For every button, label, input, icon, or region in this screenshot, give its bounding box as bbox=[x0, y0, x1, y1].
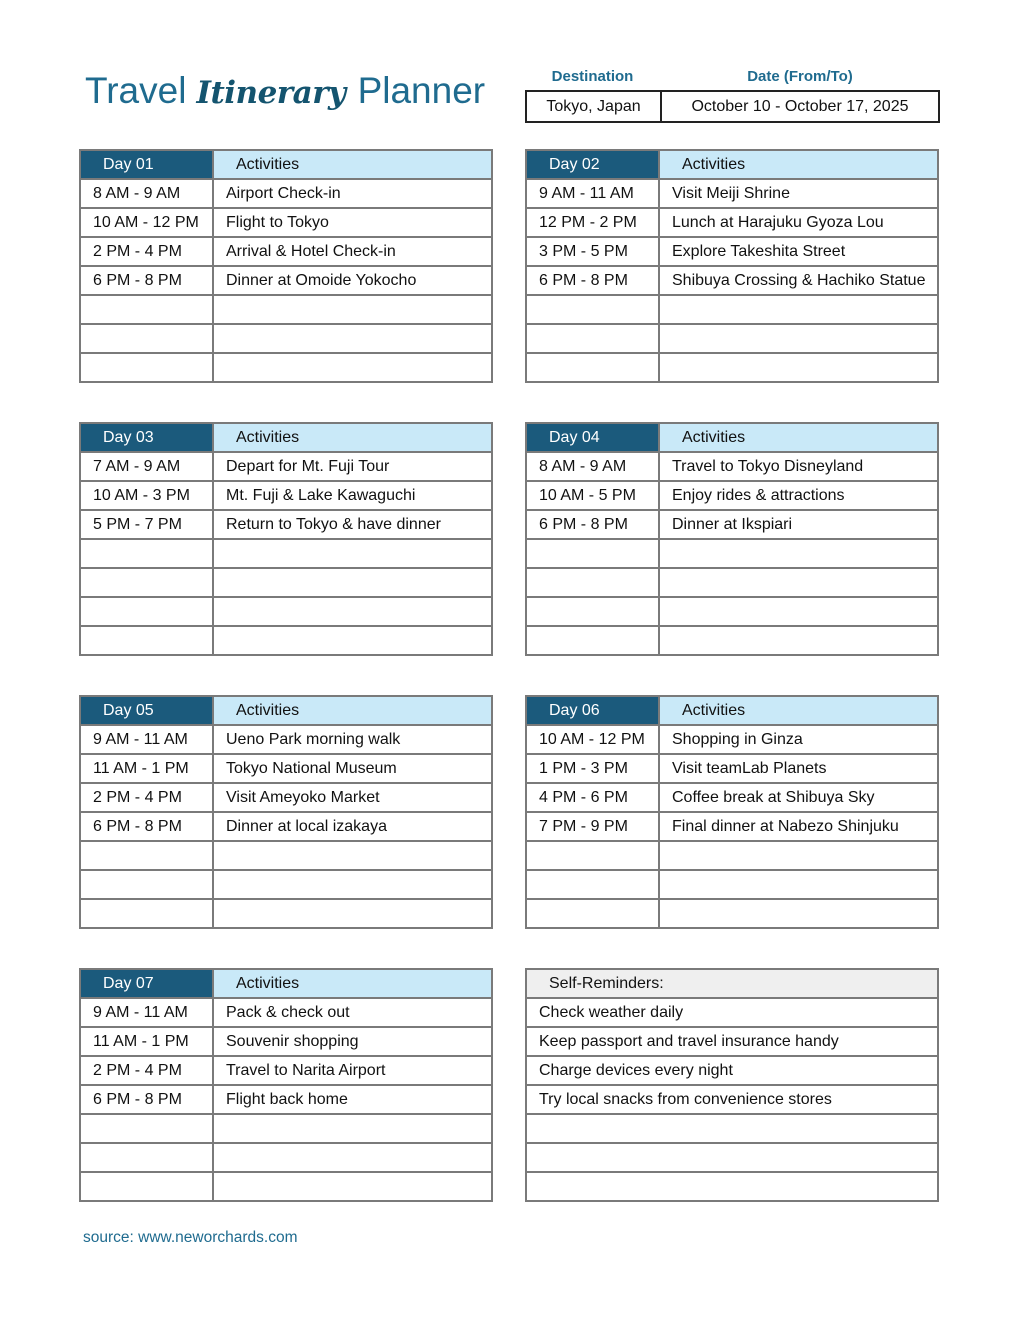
time-cell[interactable]: 2 PM - 4 PM bbox=[80, 237, 213, 266]
day-table-4 bbox=[525, 422, 939, 656]
day-header-row bbox=[526, 423, 938, 452]
activities-header: Activities bbox=[213, 969, 492, 998]
table-row bbox=[80, 208, 492, 237]
reminder-row bbox=[526, 1143, 938, 1172]
activity-cell[interactable]: Shibuya Crossing & Hachiko Statue bbox=[659, 266, 938, 295]
reminder-row bbox=[526, 998, 938, 1027]
activity-cell[interactable]: Visit teamLab Planets bbox=[659, 754, 938, 783]
activities-header: Activities bbox=[213, 423, 492, 452]
day-table-7 bbox=[79, 968, 493, 1202]
table-row bbox=[80, 539, 492, 568]
activities-header: Activities bbox=[213, 150, 492, 179]
activity-cell[interactable]: Arrival & Hotel Check-in bbox=[213, 237, 492, 266]
time-cell[interactable] bbox=[80, 841, 213, 870]
day-header-row bbox=[80, 969, 492, 998]
table-row bbox=[526, 179, 938, 208]
activity-cell[interactable] bbox=[213, 353, 492, 382]
table-row bbox=[80, 1027, 492, 1056]
table-row bbox=[526, 597, 938, 626]
table-row bbox=[526, 208, 938, 237]
table-row bbox=[80, 481, 492, 510]
time-cell[interactable] bbox=[80, 353, 213, 382]
day-label: Day 01 bbox=[80, 150, 213, 179]
activity-cell[interactable] bbox=[213, 324, 492, 353]
time-cell[interactable] bbox=[526, 597, 659, 626]
activity-cell[interactable] bbox=[659, 295, 938, 324]
time-cell[interactable] bbox=[526, 539, 659, 568]
table-row bbox=[80, 266, 492, 295]
time-cell[interactable]: 11 AM - 1 PM bbox=[80, 754, 213, 783]
day-label: Day 02 bbox=[526, 150, 659, 179]
table-row bbox=[80, 353, 492, 382]
activity-cell[interactable]: Mt. Fuji & Lake Kawaguchi bbox=[213, 481, 492, 510]
reminders-table bbox=[525, 968, 939, 1202]
time-cell[interactable] bbox=[80, 597, 213, 626]
day-header-row bbox=[526, 696, 938, 725]
activity-cell[interactable]: Souvenir shopping bbox=[213, 1027, 492, 1056]
time-cell[interactable]: 6 PM - 8 PM bbox=[526, 510, 659, 539]
activity-cell[interactable]: Tokyo National Museum bbox=[213, 754, 492, 783]
activities-header: Activities bbox=[213, 696, 492, 725]
time-cell[interactable]: 9 AM - 11 AM bbox=[80, 725, 213, 754]
day-label: Day 05 bbox=[80, 696, 213, 725]
time-cell[interactable] bbox=[80, 899, 213, 928]
activity-cell[interactable] bbox=[213, 1172, 492, 1201]
activity-cell[interactable] bbox=[213, 899, 492, 928]
activities-header: Activities bbox=[659, 150, 938, 179]
table-row bbox=[526, 870, 938, 899]
reminder-item[interactable] bbox=[526, 1172, 938, 1201]
time-cell[interactable]: 10 AM - 5 PM bbox=[526, 481, 659, 510]
time-cell[interactable] bbox=[80, 568, 213, 597]
activity-cell[interactable] bbox=[659, 841, 938, 870]
table-row bbox=[80, 998, 492, 1027]
reminder-row bbox=[526, 1027, 938, 1056]
time-cell[interactable] bbox=[80, 1143, 213, 1172]
activity-cell[interactable] bbox=[659, 626, 938, 655]
time-cell[interactable]: 8 AM - 9 AM bbox=[526, 452, 659, 481]
activity-cell[interactable] bbox=[213, 568, 492, 597]
time-cell[interactable]: 10 AM - 12 PM bbox=[80, 208, 213, 237]
table-row bbox=[80, 870, 492, 899]
time-cell[interactable]: 10 AM - 3 PM bbox=[80, 481, 213, 510]
table-row bbox=[80, 725, 492, 754]
activity-cell[interactable]: Dinner at local izakaya bbox=[213, 812, 492, 841]
day-table-2 bbox=[525, 149, 939, 383]
table-row bbox=[526, 353, 938, 382]
time-cell[interactable] bbox=[526, 626, 659, 655]
table-row bbox=[80, 324, 492, 353]
reminder-item[interactable]: Check weather daily bbox=[526, 998, 938, 1027]
source-link[interactable]: source: www.neworchards.com bbox=[83, 1229, 298, 1246]
activity-cell[interactable]: Flight back home bbox=[213, 1085, 492, 1114]
table-row bbox=[526, 295, 938, 324]
table-row bbox=[80, 179, 492, 208]
activity-cell[interactable]: Airport Check-in bbox=[213, 179, 492, 208]
table-row bbox=[526, 452, 938, 481]
time-cell[interactable]: 9 AM - 11 AM bbox=[80, 998, 213, 1027]
activity-cell[interactable] bbox=[659, 870, 938, 899]
activity-cell[interactable] bbox=[213, 295, 492, 324]
table-row bbox=[80, 783, 492, 812]
time-cell[interactable] bbox=[526, 324, 659, 353]
table-row bbox=[526, 841, 938, 870]
activity-cell[interactable]: Flight to Tokyo bbox=[213, 208, 492, 237]
day-header-row bbox=[80, 696, 492, 725]
time-cell[interactable]: 5 PM - 7 PM bbox=[80, 510, 213, 539]
table-row bbox=[526, 568, 938, 597]
activity-cell[interactable] bbox=[213, 597, 492, 626]
destination-value[interactable]: Tokyo, Japan bbox=[527, 92, 662, 121]
time-cell[interactable]: 4 PM - 6 PM bbox=[526, 783, 659, 812]
time-cell[interactable] bbox=[80, 539, 213, 568]
table-row bbox=[80, 1172, 492, 1201]
activity-cell[interactable] bbox=[213, 1114, 492, 1143]
reminder-item[interactable]: Try local snacks from convenience stores bbox=[526, 1085, 938, 1114]
activity-cell[interactable] bbox=[659, 597, 938, 626]
day-label: Day 06 bbox=[526, 696, 659, 725]
table-row bbox=[80, 1114, 492, 1143]
table-row bbox=[526, 481, 938, 510]
day-header-row bbox=[80, 423, 492, 452]
time-cell[interactable]: 12 PM - 2 PM bbox=[526, 208, 659, 237]
table-row bbox=[526, 539, 938, 568]
reminder-item[interactable]: Keep passport and travel insurance handy bbox=[526, 1027, 938, 1056]
table-row bbox=[80, 295, 492, 324]
day-table-3 bbox=[79, 422, 493, 656]
activity-cell[interactable]: Lunch at Harajuku Gyoza Lou bbox=[659, 208, 938, 237]
activity-cell[interactable] bbox=[213, 870, 492, 899]
time-cell[interactable] bbox=[526, 841, 659, 870]
activity-cell[interactable] bbox=[659, 539, 938, 568]
day-header-row bbox=[80, 150, 492, 179]
reminders-header: Self-Reminders: bbox=[526, 969, 938, 998]
activity-cell[interactable]: Explore Takeshita Street bbox=[659, 237, 938, 266]
table-row bbox=[80, 812, 492, 841]
time-cell[interactable]: 10 AM - 12 PM bbox=[526, 725, 659, 754]
activity-cell[interactable]: Visit Ameyoko Market bbox=[213, 783, 492, 812]
table-row bbox=[80, 841, 492, 870]
activity-cell[interactable]: Return to Tokyo & have dinner bbox=[213, 510, 492, 539]
time-cell[interactable]: 6 PM - 8 PM bbox=[80, 266, 213, 295]
day-table-6 bbox=[525, 695, 939, 929]
title-part2: Planner bbox=[357, 70, 486, 111]
activity-cell[interactable] bbox=[659, 568, 938, 597]
activity-cell[interactable]: Dinner at Omoide Yokocho bbox=[213, 266, 492, 295]
time-cell[interactable]: 7 AM - 9 AM bbox=[80, 452, 213, 481]
activity-cell[interactable] bbox=[213, 1143, 492, 1172]
reminder-row bbox=[526, 1056, 938, 1085]
title-part1: Travel bbox=[85, 70, 187, 111]
page-title bbox=[85, 70, 485, 120]
reminder-item[interactable] bbox=[526, 1143, 938, 1172]
activity-cell[interactable]: Pack & check out bbox=[213, 998, 492, 1027]
time-cell[interactable]: 2 PM - 4 PM bbox=[80, 1056, 213, 1085]
time-cell[interactable]: 3 PM - 5 PM bbox=[526, 237, 659, 266]
time-cell[interactable] bbox=[526, 353, 659, 382]
activity-cell[interactable]: Visit Meiji Shrine bbox=[659, 179, 938, 208]
activity-cell[interactable]: Dinner at Ikspiari bbox=[659, 510, 938, 539]
reminder-row bbox=[526, 1085, 938, 1114]
table-row bbox=[80, 899, 492, 928]
table-row bbox=[80, 1085, 492, 1114]
table-row bbox=[526, 237, 938, 266]
reminder-row bbox=[526, 1172, 938, 1201]
activity-cell[interactable]: Enjoy rides & attractions bbox=[659, 481, 938, 510]
time-cell[interactable] bbox=[526, 899, 659, 928]
activity-cell[interactable]: Final dinner at Nabezo Shinjuku bbox=[659, 812, 938, 841]
table-row bbox=[526, 266, 938, 295]
activity-cell[interactable] bbox=[213, 841, 492, 870]
time-cell[interactable]: 8 AM - 9 AM bbox=[80, 179, 213, 208]
table-row bbox=[80, 1143, 492, 1172]
activity-cell[interactable] bbox=[213, 626, 492, 655]
activities-header: Activities bbox=[659, 423, 938, 452]
time-cell[interactable] bbox=[80, 870, 213, 899]
time-cell[interactable] bbox=[526, 870, 659, 899]
table-row bbox=[526, 725, 938, 754]
table-row bbox=[80, 237, 492, 266]
table-row bbox=[526, 324, 938, 353]
time-cell[interactable]: 9 AM - 11 AM bbox=[526, 179, 659, 208]
table-row bbox=[80, 510, 492, 539]
table-row bbox=[526, 899, 938, 928]
table-row bbox=[526, 754, 938, 783]
time-cell[interactable] bbox=[80, 1114, 213, 1143]
activity-cell[interactable] bbox=[659, 353, 938, 382]
day-label: Day 04 bbox=[526, 423, 659, 452]
day-label: Day 07 bbox=[80, 969, 213, 998]
activity-cell[interactable]: Travel to Narita Airport bbox=[213, 1056, 492, 1085]
time-cell[interactable]: 1 PM - 3 PM bbox=[526, 754, 659, 783]
time-cell[interactable] bbox=[80, 324, 213, 353]
time-cell[interactable] bbox=[526, 295, 659, 324]
title-script: Itinerary bbox=[196, 75, 346, 111]
time-cell[interactable] bbox=[80, 626, 213, 655]
activity-cell[interactable] bbox=[659, 899, 938, 928]
table-row bbox=[526, 783, 938, 812]
day-header-row bbox=[526, 150, 938, 179]
day-table-1 bbox=[79, 149, 493, 383]
destination-label: Destination bbox=[551, 68, 634, 85]
time-cell[interactable]: 6 PM - 8 PM bbox=[526, 266, 659, 295]
time-cell[interactable] bbox=[526, 568, 659, 597]
activity-cell[interactable]: Shopping in Ginza bbox=[659, 725, 938, 754]
table-row bbox=[80, 626, 492, 655]
activity-cell[interactable]: Travel to Tokyo Disneyland bbox=[659, 452, 938, 481]
activity-cell[interactable]: Ueno Park morning walk bbox=[213, 725, 492, 754]
time-cell[interactable]: 7 PM - 9 PM bbox=[526, 812, 659, 841]
reminder-row bbox=[526, 1114, 938, 1143]
reminders-header-row bbox=[526, 969, 938, 998]
table-row bbox=[80, 754, 492, 783]
table-row bbox=[80, 452, 492, 481]
date-value[interactable]: October 10 - October 17, 2025 bbox=[691, 97, 909, 115]
table-row bbox=[526, 626, 938, 655]
table-row bbox=[80, 597, 492, 626]
table-row bbox=[80, 1056, 492, 1085]
time-cell[interactable]: 2 PM - 4 PM bbox=[80, 783, 213, 812]
time-cell[interactable] bbox=[80, 1172, 213, 1201]
activity-cell[interactable] bbox=[659, 324, 938, 353]
table-row bbox=[526, 510, 938, 539]
date-label: Date (From/To) bbox=[747, 68, 853, 85]
reminder-item[interactable] bbox=[526, 1114, 938, 1143]
day-table-5 bbox=[79, 695, 493, 929]
destination-box bbox=[525, 90, 940, 123]
time-cell[interactable] bbox=[80, 295, 213, 324]
table-row bbox=[526, 812, 938, 841]
activities-header: Activities bbox=[659, 696, 938, 725]
activity-cell[interactable]: Depart for Mt. Fuji Tour bbox=[213, 452, 492, 481]
table-row bbox=[80, 568, 492, 597]
time-cell[interactable]: 11 AM - 1 PM bbox=[80, 1027, 213, 1056]
time-cell[interactable]: 6 PM - 8 PM bbox=[80, 812, 213, 841]
day-label: Day 03 bbox=[80, 423, 213, 452]
activity-cell[interactable]: Coffee break at Shibuya Sky bbox=[659, 783, 938, 812]
activity-cell[interactable] bbox=[213, 539, 492, 568]
time-cell[interactable]: 6 PM - 8 PM bbox=[80, 1085, 213, 1114]
reminder-item[interactable]: Charge devices every night bbox=[526, 1056, 938, 1085]
